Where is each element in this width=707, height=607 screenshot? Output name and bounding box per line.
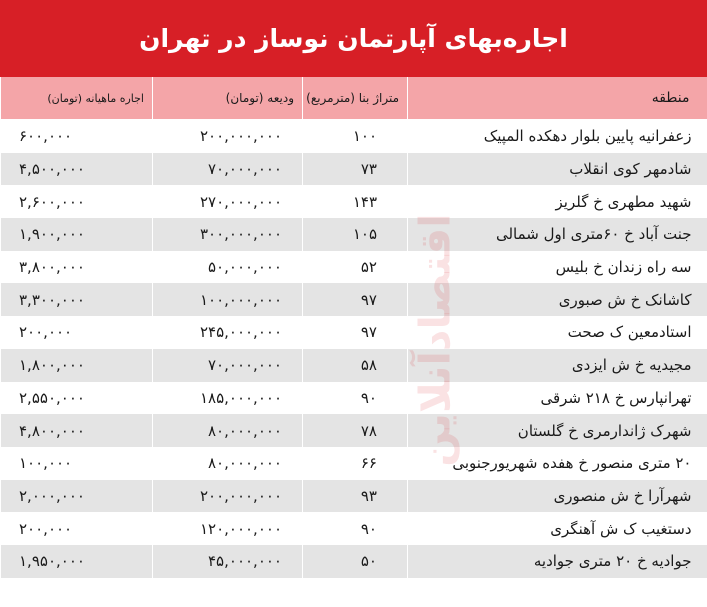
table-row xyxy=(1,447,707,480)
cell-rent: ۲۰۰,۰۰۰ xyxy=(1,512,153,545)
table-row xyxy=(1,382,707,415)
cell-area: ۱۴۳ xyxy=(303,185,408,218)
cell-deposit: ۲۷۰,۰۰۰,۰۰۰ xyxy=(153,185,303,218)
cell-rent: ۱,۹۵۰,۰۰۰ xyxy=(1,545,153,578)
table-row xyxy=(1,283,707,316)
column-header-rent: اجاره ماهیانه (تومان) xyxy=(1,77,153,120)
table-row xyxy=(1,251,707,284)
cell-region: استادمعین ک صحت xyxy=(408,316,707,349)
table-row xyxy=(1,316,707,349)
cell-rent: ۴,۸۰۰,۰۰۰ xyxy=(1,414,153,447)
cell-region: دستغیب ک ش آهنگری xyxy=(408,512,707,545)
cell-deposit: ۸۰,۰۰۰,۰۰۰ xyxy=(153,447,303,480)
table-row xyxy=(1,414,707,447)
table-header-row xyxy=(1,77,707,120)
cell-area: ۷۳ xyxy=(303,153,408,186)
rent-table xyxy=(0,77,707,578)
cell-region: ۲۰ متری منصور خ هفده شهریورجنوبی xyxy=(408,447,707,480)
cell-rent: ۳,۳۰۰,۰۰۰ xyxy=(1,283,153,316)
cell-deposit: ۲۴۵,۰۰۰,۰۰۰ xyxy=(153,316,303,349)
cell-rent: ۱۰۰,۰۰۰ xyxy=(1,447,153,480)
cell-deposit: ۵۰,۰۰۰,۰۰۰ xyxy=(153,251,303,284)
table-row xyxy=(1,545,707,578)
table-row xyxy=(1,218,707,251)
cell-region: جنت آباد خ ۶۰متری اول شمالی xyxy=(408,218,707,251)
cell-region: مجیدیه خ ش ایزدی xyxy=(408,349,707,382)
cell-area: ۹۰ xyxy=(303,382,408,415)
cell-deposit: ۷۰,۰۰۰,۰۰۰ xyxy=(153,153,303,186)
table-body xyxy=(1,120,707,578)
table-row xyxy=(1,349,707,382)
cell-rent: ۳,۸۰۰,۰۰۰ xyxy=(1,251,153,284)
column-header-area: متراژ بنا (مترمربع) xyxy=(303,77,408,120)
cell-region: شهرآرا خ ش منصوری xyxy=(408,480,707,513)
cell-deposit: ۳۰۰,۰۰۰,۰۰۰ xyxy=(153,218,303,251)
cell-rent: ۱,۸۰۰,۰۰۰ xyxy=(1,349,153,382)
cell-rent: ۲,۵۵۰,۰۰۰ xyxy=(1,382,153,415)
cell-area: ۹۷ xyxy=(303,316,408,349)
cell-area: ۹۳ xyxy=(303,480,408,513)
cell-rent: ۴,۵۰۰,۰۰۰ xyxy=(1,153,153,186)
cell-rent: ۲۰۰,۰۰۰ xyxy=(1,316,153,349)
cell-area: ۱۰۵ xyxy=(303,218,408,251)
cell-region: شهید مطهری خ گلریز xyxy=(408,185,707,218)
cell-deposit: ۲۰۰,۰۰۰,۰۰۰ xyxy=(153,480,303,513)
cell-deposit: ۷۰,۰۰۰,۰۰۰ xyxy=(153,349,303,382)
cell-deposit: ۱۸۵,۰۰۰,۰۰۰ xyxy=(153,382,303,415)
column-header-region: منطقه xyxy=(408,77,707,120)
cell-area: ۶۶ xyxy=(303,447,408,480)
cell-region: تهرانپارس خ ۲۱۸ شرقی xyxy=(408,382,707,415)
table-row xyxy=(1,480,707,513)
cell-deposit: ۸۰,۰۰۰,۰۰۰ xyxy=(153,414,303,447)
cell-rent: ۱,۹۰۰,۰۰۰ xyxy=(1,218,153,251)
cell-region: جوادیه خ ۲۰ متری جوادیه xyxy=(408,545,707,578)
cell-area: ۷۸ xyxy=(303,414,408,447)
cell-deposit: ۱۰۰,۰۰۰,۰۰۰ xyxy=(153,283,303,316)
cell-rent: ۲,۶۰۰,۰۰۰ xyxy=(1,185,153,218)
cell-area: ۵۲ xyxy=(303,251,408,284)
cell-region: سه راه زندان خ بلیس xyxy=(408,251,707,284)
cell-region: شادمهر کوی انقلاب xyxy=(408,153,707,186)
cell-area: ۱۰۰ xyxy=(303,120,408,153)
cell-rent: ۶۰۰,۰۰۰ xyxy=(1,120,153,153)
cell-deposit: ۱۲۰,۰۰۰,۰۰۰ xyxy=(153,512,303,545)
cell-area: ۹۷ xyxy=(303,283,408,316)
column-header-deposit: ودیعه (تومان) xyxy=(153,77,303,120)
cell-area: ۵۰ xyxy=(303,545,408,578)
cell-region: شهرک ژاندارمری خ گلستان xyxy=(408,414,707,447)
cell-region: کاشانک خ ش صبوری xyxy=(408,283,707,316)
page-title: اجاره‌بهای آپارتمان نوساز در تهران xyxy=(0,0,707,77)
cell-rent: ۲,۰۰۰,۰۰۰ xyxy=(1,480,153,513)
cell-area: ۹۰ xyxy=(303,512,408,545)
table-row xyxy=(1,120,707,153)
cell-region: زعفرانیه پایین بلوار دهکده المپیک xyxy=(408,120,707,153)
table-row xyxy=(1,185,707,218)
table-row xyxy=(1,153,707,186)
cell-deposit: ۴۵,۰۰۰,۰۰۰ xyxy=(153,545,303,578)
cell-area: ۵۸ xyxy=(303,349,408,382)
cell-deposit: ۲۰۰,۰۰۰,۰۰۰ xyxy=(153,120,303,153)
table-row xyxy=(1,512,707,545)
